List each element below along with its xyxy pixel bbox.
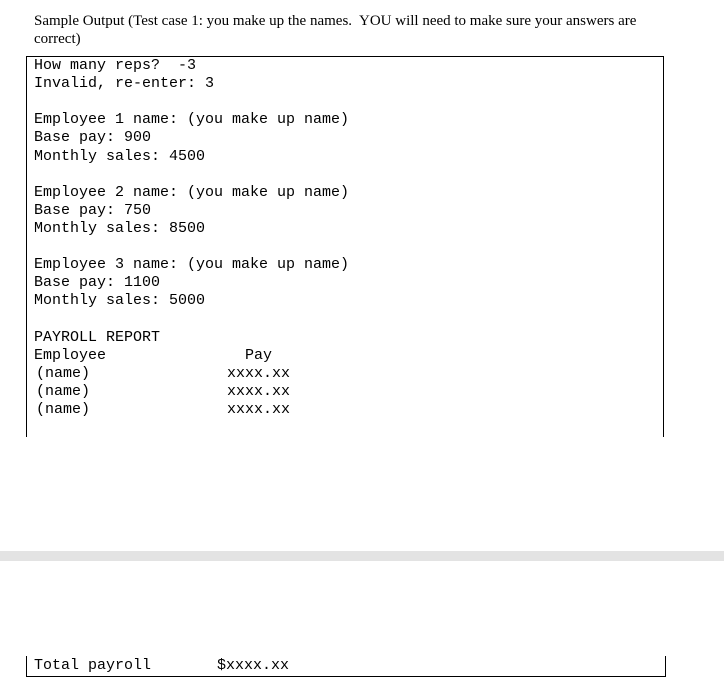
report-row-1-pay: xxxx.xx: [227, 365, 291, 382]
total-payroll-label: Total payroll: [34, 657, 152, 674]
total-payroll-value: $xxxx.xx: [217, 657, 290, 674]
employee-3-name-line: Employee 3 name: (you make up name): [34, 256, 350, 273]
prompt-reps-line: How many reps? -3: [34, 57, 197, 74]
report-employee-header: Employee: [34, 347, 107, 364]
employee-2-name-line: Employee 2 name: (you make up name): [34, 184, 350, 201]
payroll-report-title: PAYROLL REPORT: [34, 329, 161, 346]
invalid-reenter-line: Invalid, re-enter: 3: [34, 75, 215, 92]
employee-3-base-pay-line: Base pay: 1100: [34, 274, 161, 291]
report-row-1-name: (name): [36, 365, 91, 382]
page-break-divider: [0, 551, 724, 561]
employee-1-base-pay-line: Base pay: 900: [34, 129, 152, 146]
report-row-2-pay: xxxx.xx: [227, 383, 291, 400]
employee-1-name-line: Employee 1 name: (you make up name): [34, 111, 350, 128]
employee-2-base-pay-line: Base pay: 750: [34, 202, 152, 219]
report-row-2-name: (name): [36, 383, 91, 400]
sample-output-heading: Sample Output (Test case 1: you make up the names. YOU will need to make sure your answers are correct): [34, 13, 641, 47]
report-row-3-name: (name): [36, 401, 91, 418]
employee-2-sales-line: Monthly sales: 8500: [34, 220, 206, 237]
report-row-3-pay: xxxx.xx: [227, 401, 291, 418]
employee-1-sales-line: Monthly sales: 4500: [34, 148, 206, 165]
report-pay-header: Pay: [245, 347, 273, 364]
employee-3-sales-line: Monthly sales: 5000: [34, 292, 206, 309]
